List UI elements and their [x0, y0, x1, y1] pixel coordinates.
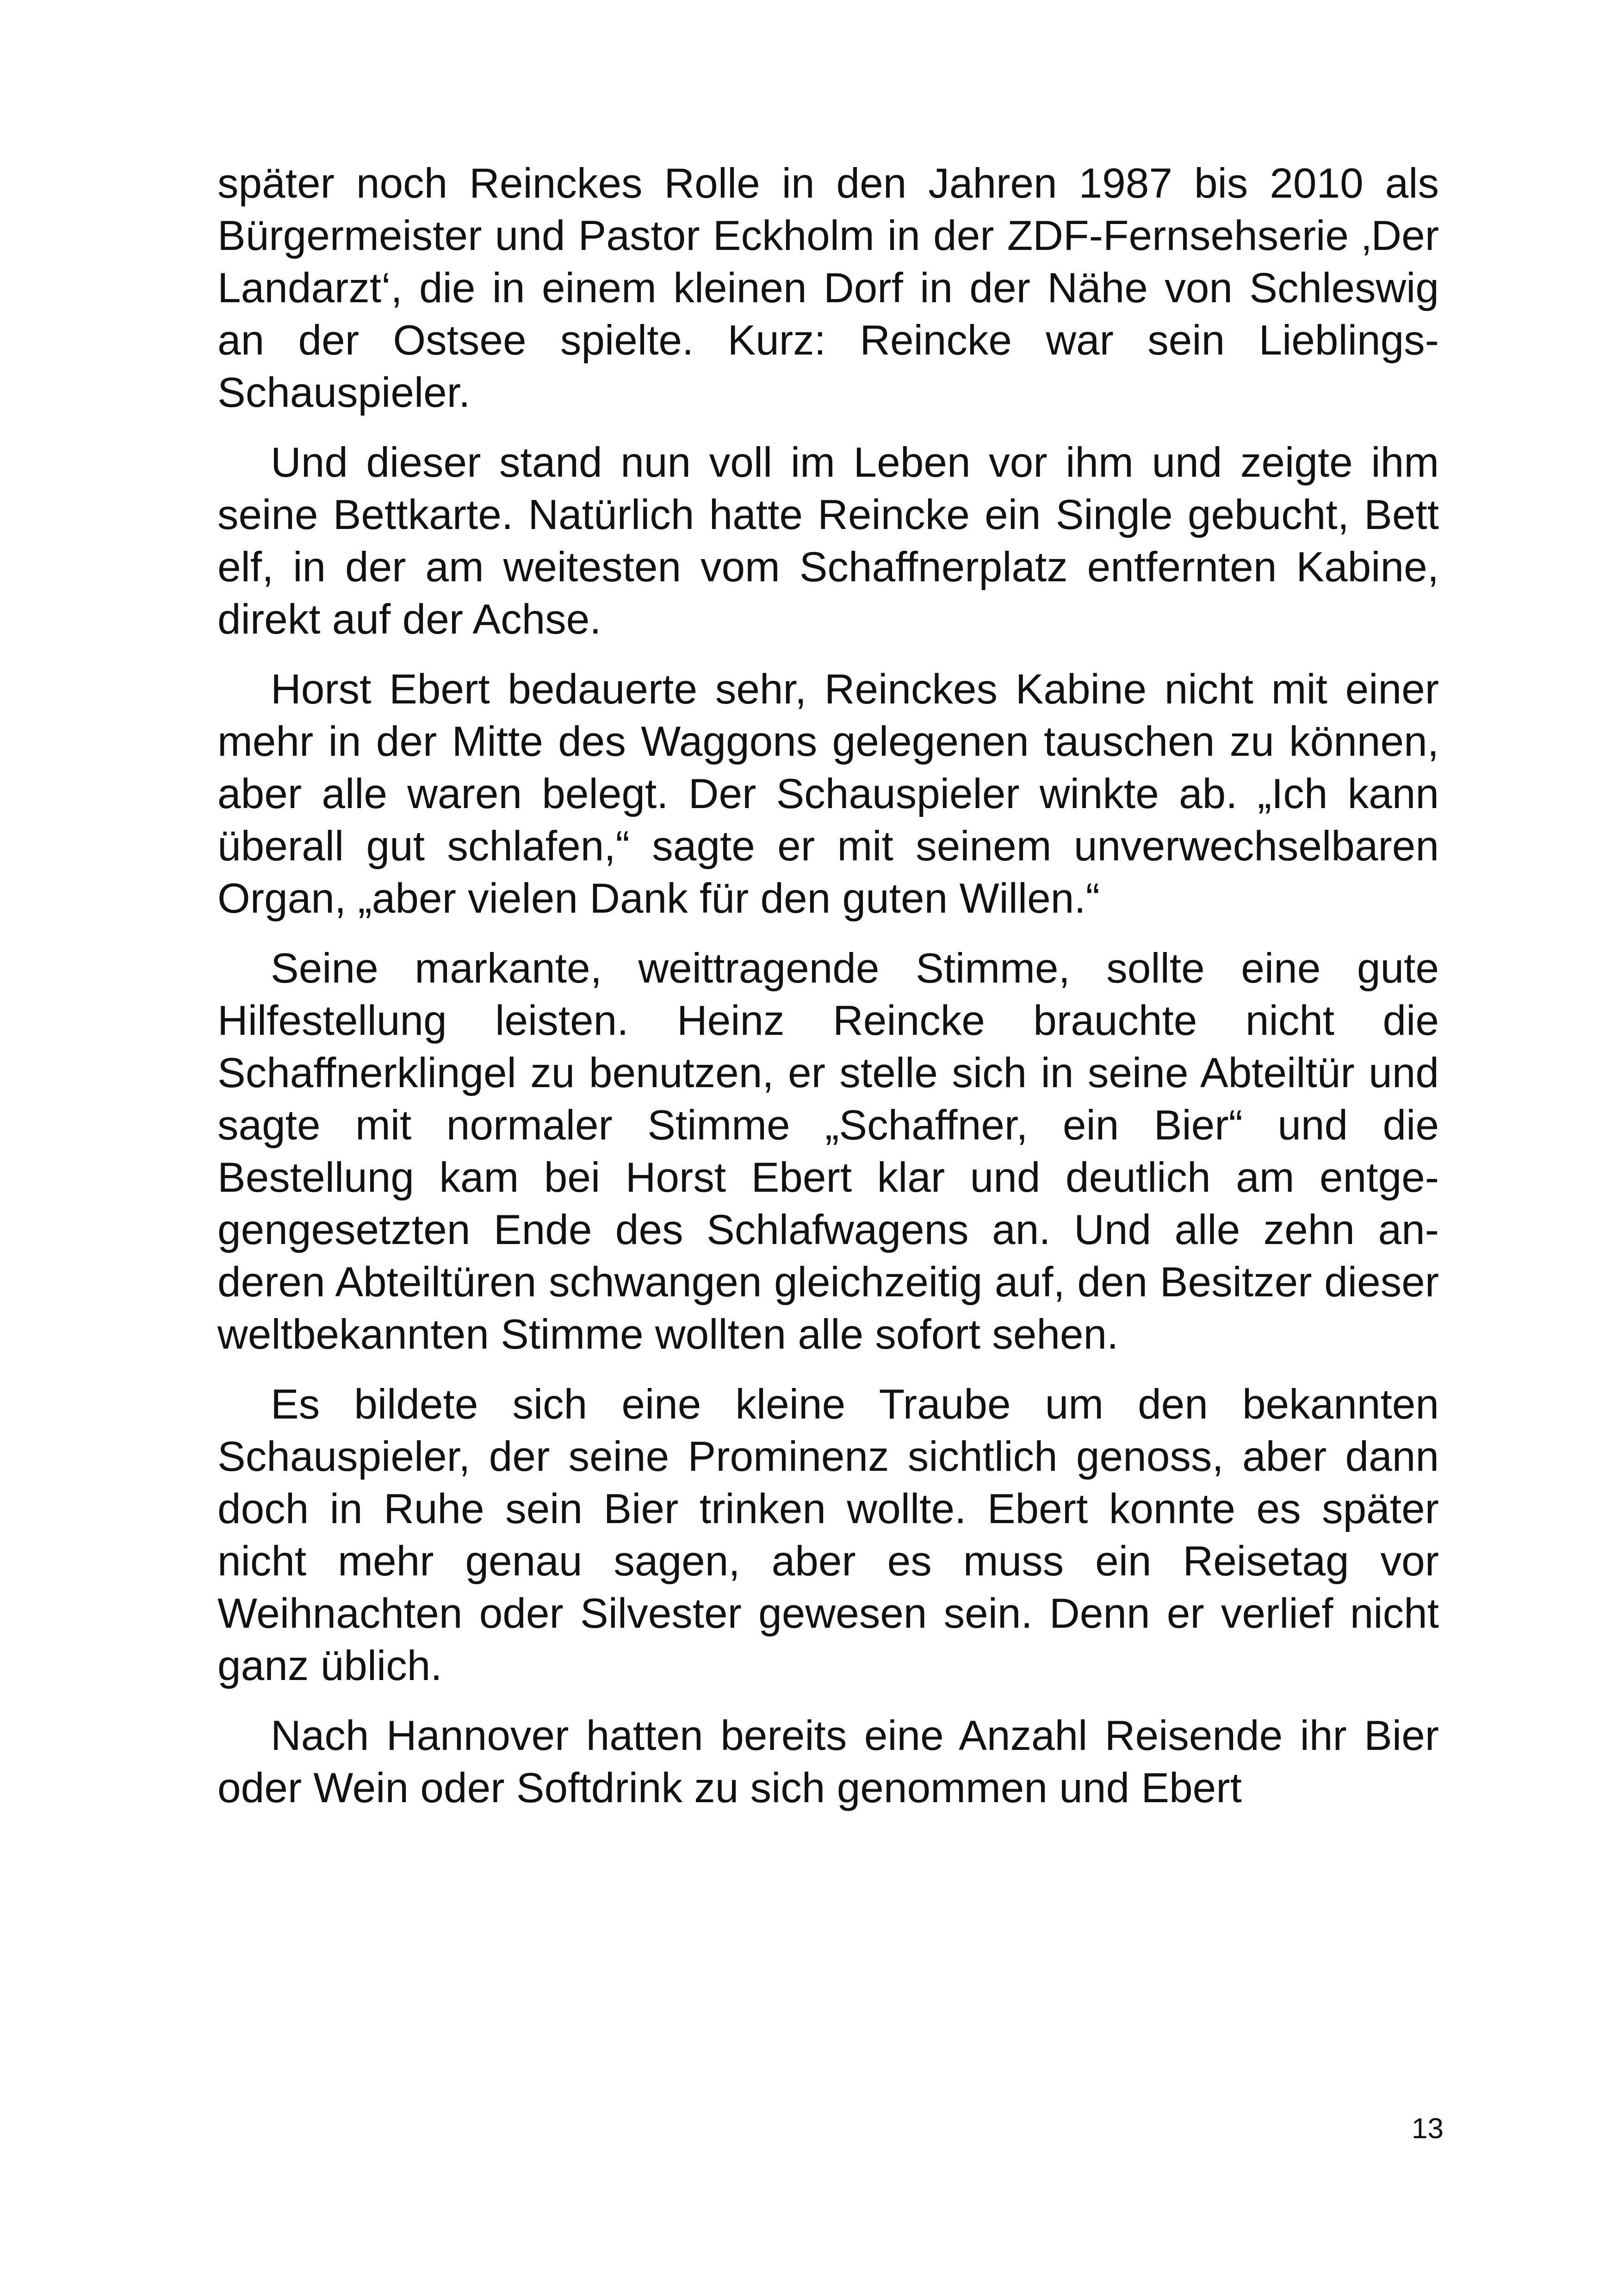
- page-number: 13: [1412, 2113, 1444, 2145]
- paragraph-traube: Es bildete sich eine kleine Traube um den bekannten Schauspieler, der seine Prominenz sichtlich genoss, aber dann doch in Ruhe sein Bier trinken wollte. Ebert konnte es später nicht mehr genau sagen, aber es muss ein Reisetag vor Weihnachten oder Silvester gewesen sein. Denn er verlief nicht ganz üblich.: [217, 1381, 1439, 1689]
- body-text: [217, 157, 1439, 1832]
- paragraph-continuation: später noch Reinckes Rolle in den Jahren 1987 bis 2010 als Bürgermeister und Pastor Eckholm in der ZDF-Fernsehserie ‚Der Landarzt‘, die in einem kleinen Dorf in der Nähe von Schleswig an der Ostsee spielte. Kurz: Reincke war sein Lieblings-Schauspieler.: [217, 160, 1439, 416]
- paragraph-kabine-tausch: Horst Ebert bedauerte sehr, Reinckes Kabine nicht mit einer mehr in der Mitte des Waggons gelegenen tauschen zu können, aber alle waren belegt. Der Schauspieler winkte ab. „Ich kann überall gut schlafen,“ sagte er mit seinem unverwechselbaren Organ, „aber vielen Dank für den guten Willen.“: [217, 666, 1439, 922]
- paragraph-bettkarte: Und dieser stand nun voll im Leben vor ihm und zeigte ihm seine Bettkarte. Natürlich hatte Reincke ein Single gebucht, Bett elf, in der am weitesten vom Schaffnerplatz entfernten Kabine, direkt auf der Achse.: [217, 439, 1439, 643]
- paragraph-stimme: Seine markante, weittragende Stimme, sollte eine gute Hilfestellung leisten. Heinz Reincke brauchte nicht die Schaffnerklingel zu benutzen, er stelle sich in seine Abteiltür und sagte mit normaler Stimme „Schaffner, ein Bier“ und die Bestellung kam bei Horst Ebert klar und deutlich am entgegengesetzten Ende des Schlafwagens an. Und alle zehn anderen Abteiltüren schwangen gleichzeitig auf, den Besitzer dieser weltbekannten Stimme wollten alle sofort sehen.: [217, 945, 1439, 1358]
- paragraph-hannover: Nach Hannover hatten bereits eine Anzahl Reisende ihr Bier oder Wein oder Softdrink zu sich genommen und Ebert: [217, 1712, 1439, 1811]
